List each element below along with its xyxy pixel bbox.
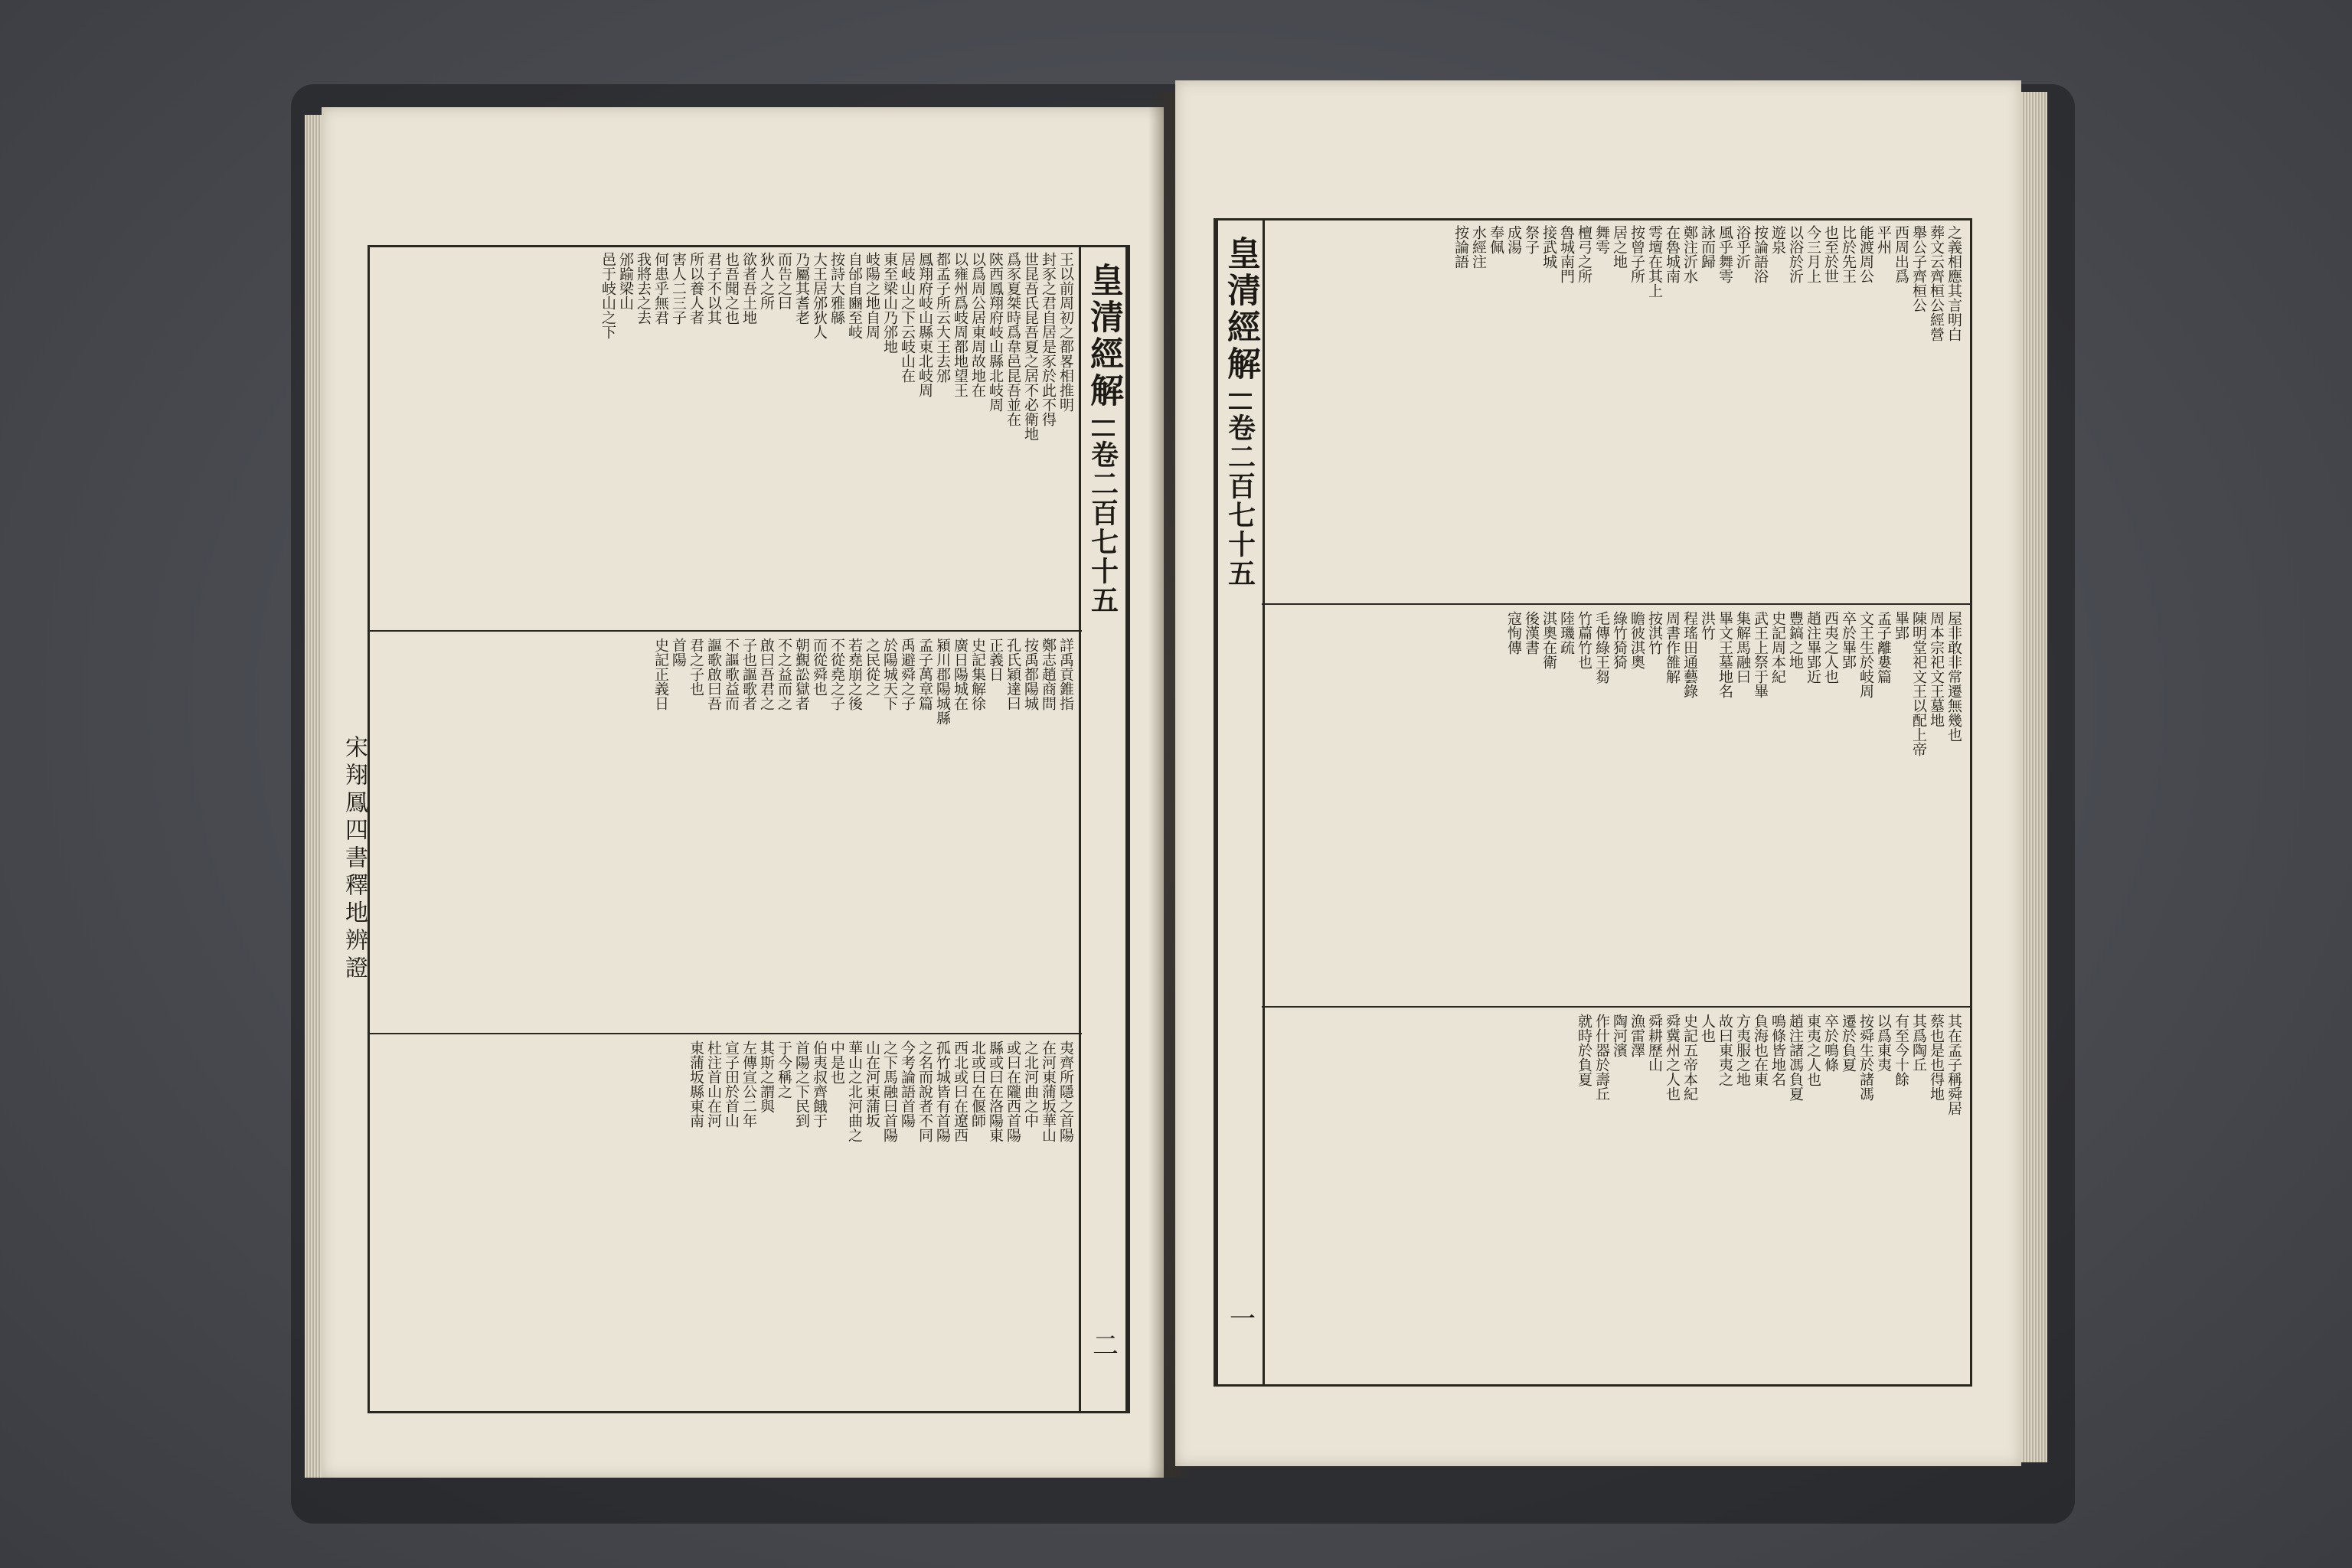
right-middle-text-column: 毛傳綠王芻 <box>1593 611 1610 684</box>
right-bottom-text-column: 其爲陶丘 <box>1910 1014 1927 1072</box>
right-bottom-text-column: 故曰東夷之 <box>1717 1014 1733 1086</box>
right-banner-volume: 卷二百七十五 <box>1223 413 1256 588</box>
left-middle-text-column: 詳禹貢錐指 <box>1057 638 1074 710</box>
right-top-text-column: 祭子 <box>1523 225 1540 254</box>
right-middle-register <box>1266 606 1965 1006</box>
left-top-text-column: 欲者吾土地 <box>740 252 757 325</box>
right-bottom-text-column: 東夷之人也 <box>1805 1014 1821 1086</box>
right-top-text-column: 平州 <box>1875 225 1892 254</box>
right-bottom-text-column: 舜冀州之人也 <box>1664 1014 1681 1101</box>
left-top-text-column: 邠踰梁山 <box>617 252 634 310</box>
right-page-edges <box>2018 92 2047 1462</box>
right-middle-text-column: 豐鎬之地 <box>1787 611 1804 669</box>
left-middle-text-column: 正義日 <box>987 638 1004 681</box>
left-middle-text-column: 謳歌啟曰吾 <box>705 638 722 710</box>
right-bottom-text-column: 鳴條皆地名 <box>1769 1014 1786 1086</box>
right-bottom-text-column: 人也 <box>1699 1014 1716 1043</box>
right-middle-text-column: 綠竹猗猗 <box>1611 611 1628 669</box>
left-bottom-text-column: 伯夷叔齊餓于 <box>811 1040 828 1128</box>
right-bottom-register <box>1266 1009 1965 1386</box>
left-middle-text-column: 孟子萬章篇 <box>916 638 933 710</box>
left-middle-text-column: 子也謳歌者 <box>740 638 757 710</box>
left-middle-text-column: 史記正義日 <box>652 638 669 710</box>
right-top-text-column: 西周出爲 <box>1893 225 1909 283</box>
left-bottom-register <box>374 1036 1077 1413</box>
left-bottom-text-column: 在河東蒲坂華山 <box>1040 1040 1057 1142</box>
left-middle-text-column: 史記集解徐 <box>969 638 986 710</box>
left-middle-text-column: 孔氏穎達曰 <box>1004 638 1021 710</box>
right-top-text-column: 葬文云齊桓公經營 <box>1928 225 1945 341</box>
left-top-text-column: 世昆吾氏昆吾夏之居不必衛地 <box>1022 252 1039 441</box>
left-middle-text-column: 不從堯之子 <box>828 638 845 710</box>
right-bottom-text-column: 卒於鳴條 <box>1822 1014 1839 1072</box>
left-bottom-text-column: 縣或曰在洛陽東 <box>987 1040 1004 1142</box>
right-middle-text-column: 寇恂傳 <box>1505 611 1522 655</box>
left-top-text-column: 乃屬其耆老 <box>793 252 810 325</box>
left-top-text-column: 狄人之所 <box>758 252 775 310</box>
left-middle-text-column: 不之益而之 <box>776 638 792 710</box>
right-middle-text-column: 孟子離婁篇 <box>1875 611 1892 684</box>
right-middle-text-column: 陸璣疏 <box>1558 611 1575 655</box>
right-middle-text-column: 淇奧在衛 <box>1540 611 1557 669</box>
right-top-text-column: 也至於世 <box>1822 225 1839 283</box>
left-bottom-text-column: 之下馬融曰首陽 <box>881 1040 898 1142</box>
left-top-text-column: 都孟子所云大王去邠 <box>934 252 951 383</box>
right-page-frame <box>1214 218 1972 1387</box>
left-top-text-column: 鳳翔府岐山縣東北岐周 <box>916 252 933 397</box>
right-middle-text-column: 後漢書 <box>1523 611 1540 655</box>
left-top-text-column: 王以前周初之都畧相推明 <box>1057 252 1074 412</box>
left-bottom-text-column: 杜注首山在河 <box>705 1040 722 1128</box>
left-middle-text-column: 首陽 <box>670 638 687 667</box>
right-register-divider-1 <box>1262 603 1970 605</box>
right-bottom-text-column: 蔡也是也得地 <box>1928 1014 1945 1101</box>
right-middle-text-column: 屋非敢非常遷無幾也 <box>1945 611 1962 742</box>
right-top-text-column: 風乎舞雩 <box>1717 225 1733 283</box>
right-bottom-text-column: 遷於負夏 <box>1840 1014 1857 1072</box>
right-top-text-column: 遊泉 <box>1769 225 1786 254</box>
right-banner-title: 皇清經解 <box>1221 236 1260 383</box>
left-bottom-text-column: 孤竹城皆有首陽 <box>934 1040 951 1142</box>
left-middle-text-column: 君之子也 <box>688 638 704 696</box>
left-bottom-text-column: 于今稱之 <box>776 1040 792 1099</box>
right-middle-text-column: 集解馬融曰 <box>1734 611 1751 684</box>
left-middle-text-column: 禹避舜之子 <box>899 638 916 710</box>
right-middle-text-column: 趙注畢郢近 <box>1805 611 1821 684</box>
left-top-text-column: 而告之曰 <box>776 252 792 310</box>
left-bottom-text-column: 或曰在隴西首陽 <box>1004 1040 1021 1142</box>
left-middle-text-column: 啟曰吾君之 <box>758 638 775 710</box>
right-top-text-column: 能渡周公 <box>1857 225 1874 283</box>
right-register-divider-2 <box>1262 1006 1970 1008</box>
right-bottom-text-column: 以爲東夷 <box>1875 1014 1892 1072</box>
right-banner-leaf-number: 一 <box>1224 1305 1256 1331</box>
left-top-text-column: 以雍州爲岐周都地望王 <box>952 252 969 397</box>
left-middle-text-column: 之民從之 <box>864 638 880 696</box>
left-bottom-text-column: 北或曰在偃師 <box>969 1040 986 1128</box>
right-top-text-column: 舉公子齊桓公 <box>1910 225 1927 312</box>
right-middle-text-column: 畢郢 <box>1893 611 1909 640</box>
right-top-text-column: 成湯 <box>1505 225 1522 254</box>
right-bottom-text-column: 方夷服之地 <box>1734 1014 1751 1086</box>
right-middle-text-column: 洪竹 <box>1699 611 1716 640</box>
fish-tail-mark <box>1229 394 1252 409</box>
left-side-title: 宋翔鳳四書釋地辨證 <box>341 735 368 983</box>
right-bottom-text-column: 舜耕歷山 <box>1646 1014 1663 1072</box>
right-top-text-column: 舞雩 <box>1593 225 1610 254</box>
right-top-text-column: 浴乎沂 <box>1734 225 1751 269</box>
left-top-text-column: 何患乎無君 <box>652 252 669 325</box>
right-middle-text-column: 武王上祭于畢 <box>1752 611 1769 698</box>
left-bottom-text-column: 其斯之謂與 <box>758 1040 775 1113</box>
left-banner-leaf-number: 二 <box>1087 1331 1119 1357</box>
right-middle-text-column: 卒於畢郢 <box>1840 611 1857 669</box>
left-bottom-text-column: 華山之北河曲之 <box>846 1040 863 1142</box>
right-page <box>1175 80 2021 1466</box>
left-top-text-column: 以爲周公居東周故地在 <box>969 252 986 397</box>
right-top-text-column: 詠而歸 <box>1699 225 1716 269</box>
fish-tail-mark <box>1092 420 1115 436</box>
left-bottom-text-column: 今考論語首陽 <box>899 1040 916 1128</box>
right-middle-text-column: 周書作雒解 <box>1664 611 1681 684</box>
left-top-text-column: 也吾聞之也 <box>723 252 740 325</box>
right-middle-text-column: 竹萹竹也 <box>1576 611 1592 669</box>
left-top-text-column: 居岐山之下云岐山在 <box>899 252 916 383</box>
right-bottom-text-column: 其在孟子稱舜居 <box>1945 1014 1962 1116</box>
right-bottom-text-column: 陶河濱 <box>1611 1014 1628 1057</box>
right-bottom-text-column: 按舜生於諸馮 <box>1857 1014 1874 1101</box>
right-middle-text-column: 西夷之人也 <box>1822 611 1839 684</box>
right-middle-text-column: 畢文王墓地名 <box>1717 611 1733 698</box>
left-register-divider-1 <box>370 630 1082 632</box>
right-top-text-column: 雩壇在其上 <box>1646 225 1663 298</box>
left-bottom-text-column: 中是也 <box>828 1040 845 1084</box>
right-top-text-column: 比於先王 <box>1840 225 1857 283</box>
right-bottom-text-column: 有至今十餘 <box>1893 1014 1909 1086</box>
right-top-text-column: 按論語 <box>1452 225 1469 269</box>
left-middle-text-column: 按禹都陽城 <box>1022 638 1039 710</box>
left-top-text-column: 我將去之去 <box>635 252 652 325</box>
left-page <box>322 107 1164 1478</box>
left-banner-title: 皇清經解 <box>1084 263 1123 410</box>
left-bottom-text-column: 西北或曰在遼西 <box>952 1040 969 1142</box>
left-top-text-column: 邑于岐山之下 <box>599 252 616 339</box>
right-top-register <box>1266 220 1965 603</box>
left-top-text-column: 爲豕夏桀時爲韋邑昆吾並在 <box>1004 252 1021 426</box>
left-bottom-text-column: 左傳宣公二年 <box>740 1040 757 1128</box>
right-bottom-text-column: 趙注諸馮負夏 <box>1787 1014 1804 1101</box>
left-middle-text-column: 而從舜也 <box>811 638 828 696</box>
left-middle-text-column: 鄭志趙商問 <box>1040 638 1057 710</box>
left-bottom-text-column: 宣子田於首山 <box>723 1040 740 1128</box>
right-top-text-column: 檀弓之所 <box>1576 225 1592 283</box>
right-top-text-column: 居之地 <box>1611 225 1628 269</box>
right-bottom-text-column: 作什器於壽丘 <box>1593 1014 1610 1101</box>
left-register-divider-2 <box>370 1033 1082 1034</box>
left-top-text-column: 自邰自豳至岐 <box>846 252 863 339</box>
right-middle-text-column: 文王生於岐周 <box>1857 611 1874 698</box>
left-top-text-column: 岐陽之地自周 <box>864 252 880 339</box>
right-top-text-column: 水經注 <box>1470 225 1487 269</box>
left-bottom-text-column: 山在河東蒲坂 <box>864 1040 880 1128</box>
left-banner-volume: 卷二百七十五 <box>1086 440 1119 615</box>
left-top-register <box>374 247 1077 630</box>
right-top-text-column: 奉佩 <box>1488 225 1504 254</box>
right-top-text-column: 魯城南門 <box>1558 225 1575 283</box>
left-page-frame <box>368 245 1130 1413</box>
right-bottom-text-column: 史記五帝本紀 <box>1681 1014 1698 1101</box>
left-middle-text-column: 潁川郡陽城縣 <box>934 638 951 725</box>
left-middle-text-column: 朝覲訟獄者 <box>793 638 810 710</box>
left-top-text-column: 按詩大雅緜 <box>828 252 845 325</box>
right-bottom-text-column: 漁雷澤 <box>1628 1014 1645 1057</box>
left-bottom-text-column: 東蒲坂縣東南 <box>688 1040 704 1128</box>
left-center-banner <box>1079 247 1128 1411</box>
right-top-text-column: 接武城 <box>1540 225 1557 269</box>
left-top-text-column: 君子不以其 <box>705 252 722 325</box>
right-top-text-column: 以浴於沂 <box>1787 225 1804 283</box>
right-middle-text-column: 程瑤田通藝錄 <box>1681 611 1698 698</box>
left-top-text-column: 所以養人者 <box>688 252 704 325</box>
right-bottom-text-column: 就時於負夏 <box>1576 1014 1592 1086</box>
right-middle-text-column: 瞻彼淇奧 <box>1628 611 1645 669</box>
left-top-text-column: 東至梁山乃邠地 <box>881 252 898 354</box>
right-top-text-column: 按曾子所 <box>1628 225 1645 283</box>
left-middle-text-column: 於陽城天下 <box>881 638 898 710</box>
right-center-banner <box>1216 220 1265 1384</box>
left-middle-text-column: 不謳歌益而 <box>723 638 740 710</box>
right-top-text-column: 之義相應其言明白 <box>1945 225 1962 341</box>
left-top-text-column: 封豕之君自居是豕於此不得 <box>1040 252 1057 426</box>
right-middle-text-column: 陳明堂祀文王以配上帝 <box>1910 611 1927 756</box>
left-middle-register <box>374 633 1077 1033</box>
left-bottom-text-column: 之北河曲之中 <box>1022 1040 1039 1128</box>
right-top-text-column: 按論語浴 <box>1752 225 1769 283</box>
right-middle-text-column: 史記周本紀 <box>1769 611 1786 684</box>
left-middle-text-column: 廣日陽城在 <box>952 638 969 710</box>
right-top-text-column: 今三月上 <box>1805 225 1821 283</box>
right-middle-text-column: 按淇竹 <box>1646 611 1663 655</box>
left-middle-text-column: 若堯崩之後 <box>846 638 863 710</box>
right-bottom-text-column: 負海也在東 <box>1752 1014 1769 1086</box>
left-top-text-column: 害人二三子 <box>670 252 687 325</box>
right-top-text-column: 鄭注沂水 <box>1681 225 1698 283</box>
left-bottom-text-column: 首陽之下民到 <box>793 1040 810 1128</box>
left-bottom-text-column: 之名而說者不同 <box>916 1040 933 1142</box>
left-top-text-column: 陝西鳳翔府岐山縣北岐周 <box>987 252 1004 412</box>
right-middle-text-column: 周本宗祀文王墓地 <box>1928 611 1945 727</box>
left-bottom-text-column: 夷齊所隱之首陽 <box>1057 1040 1074 1142</box>
right-top-text-column: 在魯城南 <box>1664 225 1681 283</box>
left-top-text-column: 大王居邠狄人 <box>811 252 828 339</box>
